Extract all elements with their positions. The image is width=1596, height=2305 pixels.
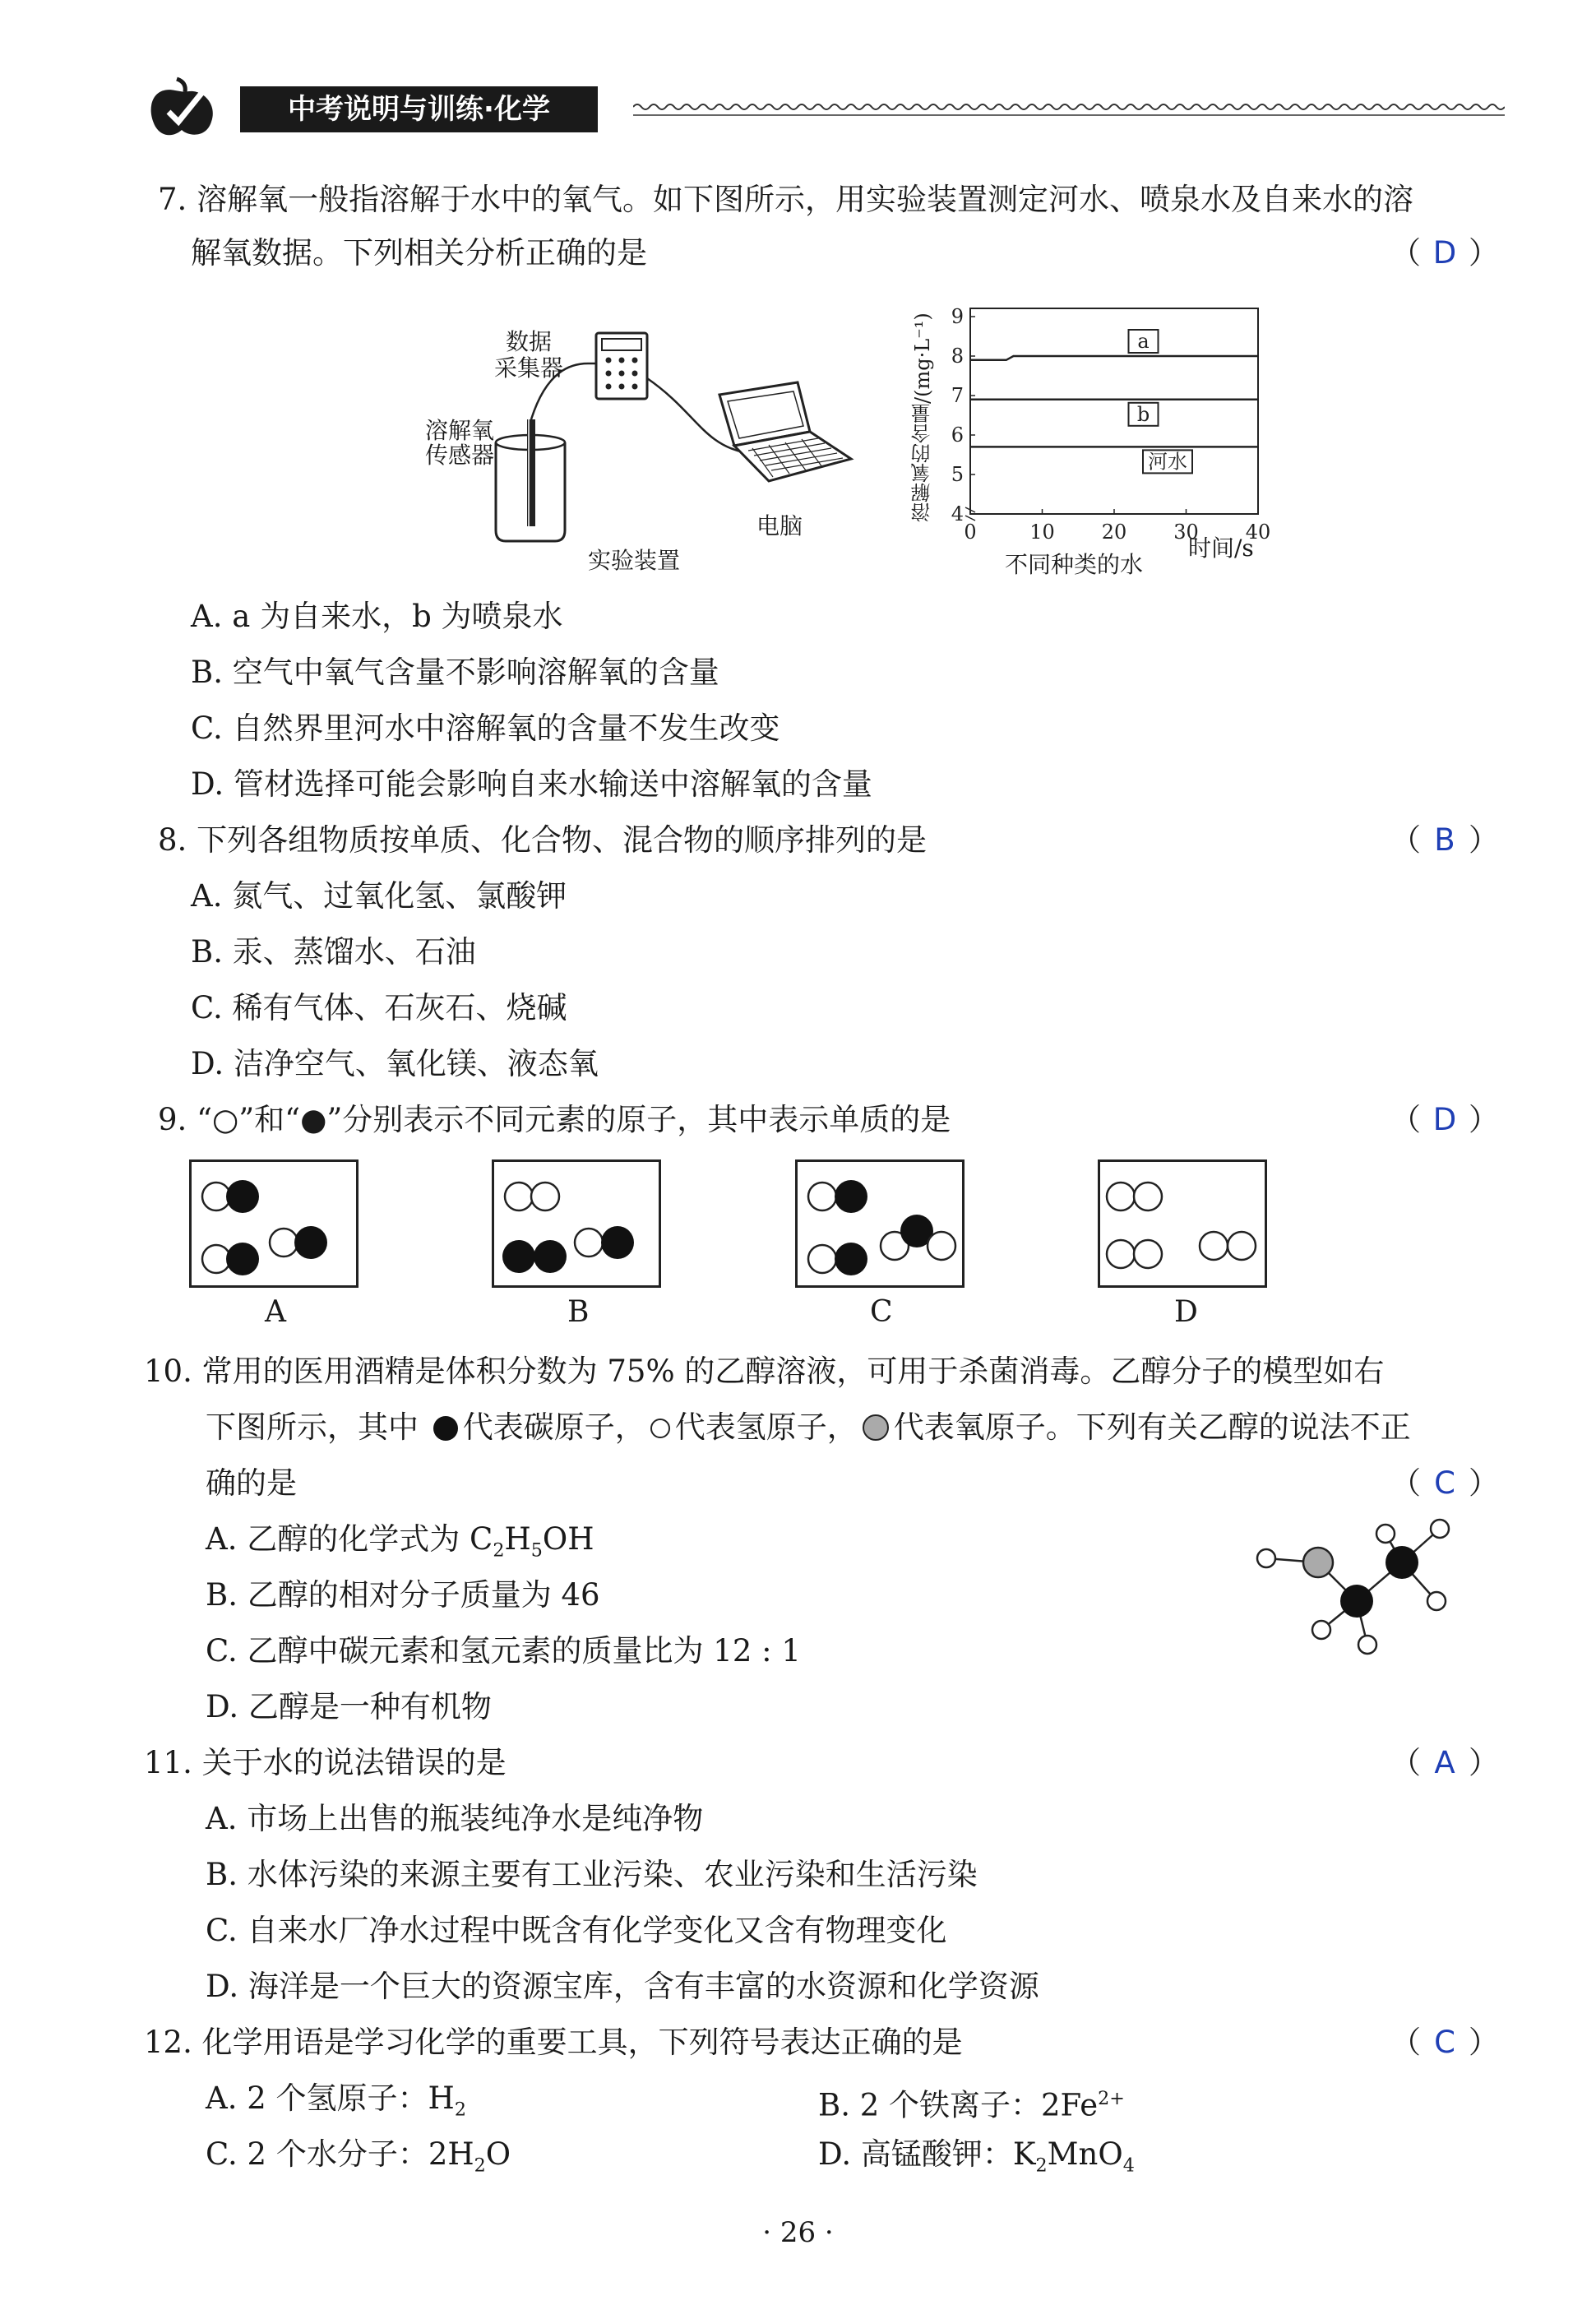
q11-option-b: B. 水体污染的来源主要有工业污染、农业污染和生活污染 bbox=[206, 1857, 978, 1892]
q10-line2-b: 代表碳原子， bbox=[462, 1409, 645, 1445]
ethanol-model bbox=[1246, 1509, 1468, 1661]
q10-a-suffix: OH bbox=[542, 1521, 594, 1557]
chart-ytick-label-4: 8 bbox=[951, 345, 964, 368]
q9-box-a-molecules bbox=[192, 1162, 356, 1285]
q8-option-a: A. 氮气、过氧化氢、氯酸钾 bbox=[191, 878, 567, 914]
computer-label: 电脑 bbox=[756, 512, 803, 539]
chart-series-label-1: b bbox=[1136, 402, 1150, 426]
header-logo bbox=[144, 76, 226, 141]
q12-option-d bbox=[818, 2134, 1135, 2186]
q7-apparatus-figure bbox=[423, 321, 884, 576]
chart-series-label-0: a bbox=[1137, 330, 1150, 353]
collector-label-1: 数据 bbox=[506, 328, 553, 355]
q7-stem-line2: 解氧数据。下列相关分析正确的是 bbox=[191, 235, 647, 271]
q7-option-b: B. 空气中氧气含量不影响溶解氧的含量 bbox=[191, 655, 719, 690]
q10-line2-a: 下图所示，其中 bbox=[206, 1409, 419, 1445]
chart-series-label-2: 河水 bbox=[1148, 450, 1187, 474]
chart-xtick-label-2: 20 bbox=[1101, 521, 1127, 544]
q9-answer-letter: D bbox=[1432, 1102, 1457, 1137]
q12-d-sub2: 4 bbox=[1122, 2155, 1135, 2177]
q9-label-d: D bbox=[1174, 1295, 1198, 1329]
q10-a-sub2: 5 bbox=[530, 1539, 543, 1562]
chart-caption: 不同种类的水 bbox=[1005, 551, 1144, 578]
q12-c-prefix: C. 2 个水分子：2H bbox=[206, 2136, 474, 2172]
chart-xtick-label-3: 30 bbox=[1173, 521, 1199, 544]
oxygen-atom-icon bbox=[863, 1414, 889, 1441]
hydrogen-atom-icon bbox=[650, 1419, 670, 1438]
q9-box-b bbox=[492, 1159, 661, 1288]
q7-option-a: A. a 为自来水，b 为喷泉水 bbox=[191, 599, 563, 634]
header-title: 中考说明与训练·化学 bbox=[240, 86, 598, 132]
q10-option-c: C. 乙醇中碳元素和氢元素的质量比为 12 : 1 bbox=[206, 1633, 801, 1669]
q12-d-mid: MnO bbox=[1047, 2136, 1123, 2172]
chart-xlabel: 时间/s bbox=[1188, 535, 1254, 562]
q10-answer-letter: C bbox=[1434, 1465, 1455, 1501]
q12-a-sub: 2 bbox=[454, 2099, 466, 2121]
chart-ytick-label-3: 7 bbox=[951, 384, 964, 407]
chart-series-line-0 bbox=[970, 356, 1258, 360]
q10-option-d: D. 乙醇是一种有机物 bbox=[206, 1689, 492, 1724]
q10-a-mid: H bbox=[504, 1521, 531, 1557]
q12-option-a bbox=[206, 2078, 466, 2130]
q11-option-a: A. 市场上出售的瓶装纯净水是纯净物 bbox=[206, 1801, 704, 1836]
q12-option-c bbox=[206, 2134, 511, 2186]
q12-b-sup: 2+ bbox=[1098, 2088, 1125, 2109]
q11-answer: （ A ） bbox=[1390, 1743, 1499, 1784]
q9-label-a: A bbox=[265, 1295, 286, 1329]
q10-stem-line1: 10. 常用的医用酒精是体积分数为 75% 的乙醇溶液，可用于杀菌消毒。乙醇分子的模型如右 bbox=[144, 1354, 1385, 1389]
q7-chart bbox=[913, 300, 1283, 580]
chart-ylabel-text: 溶解氧的含量/(mg·L⁻¹) bbox=[911, 312, 934, 522]
q8-option-c: C. 稀有气体、石灰石、烧碱 bbox=[191, 990, 567, 1025]
chart-xtick-label-4: 40 bbox=[1245, 521, 1271, 544]
q9-box-b-molecules bbox=[494, 1162, 659, 1285]
q7-answer: （ D ） bbox=[1390, 233, 1499, 274]
q12-a-prefix: A. 2 个氢原子：H bbox=[206, 2081, 455, 2116]
q9-label-c: C bbox=[870, 1295, 893, 1329]
sensor-label-1: 溶解氧 bbox=[425, 417, 495, 444]
carbon-atom-icon bbox=[433, 1416, 458, 1441]
q7-stem-line1: 7. 溶解氧一般指溶解于水中的氧气。如下图所示，用实验装置测定河水、喷泉水及自来水的溶 bbox=[158, 182, 1414, 217]
q8-option-d: D. 洁净空气、氧化镁、液态氧 bbox=[191, 1046, 599, 1081]
q9-label-b: B bbox=[567, 1295, 590, 1329]
q10-answer: （ C ） bbox=[1390, 1463, 1499, 1504]
chart-xtick-label-0: 0 bbox=[964, 521, 977, 544]
q10-stem-line3: 确的是 bbox=[206, 1465, 297, 1501]
q9-box-d-molecules bbox=[1100, 1162, 1265, 1285]
q8-option-b: B. 汞、蒸馏水、石油 bbox=[191, 934, 476, 970]
ethanol-model-drawing bbox=[1246, 1509, 1468, 1661]
q7-answer-letter: D bbox=[1432, 235, 1457, 271]
q10-option-a bbox=[206, 1519, 594, 1571]
q10-a-prefix: A. 乙醇的化学式为 C bbox=[206, 1521, 493, 1557]
page-number: · 26 · bbox=[762, 2216, 834, 2249]
q12-d-prefix: D. 高锰酸钾：K bbox=[818, 2136, 1036, 2172]
q11-option-c: C. 自来水厂净水过程中既含有化学变化又含有物理变化 bbox=[206, 1913, 947, 1948]
q10-a-sub1: 2 bbox=[493, 1539, 505, 1562]
q8-answer: （ B ） bbox=[1390, 820, 1499, 861]
chart-ylabel bbox=[911, 300, 936, 539]
q12-answer-letter: C bbox=[1434, 2025, 1455, 2060]
q7-option-c: C. 自然界里河水中溶解氧的含量不发生改变 bbox=[191, 710, 780, 746]
q12-stem: 12. 化学用语是学习化学的重要工具，下列符号表达正确的是 bbox=[144, 2025, 963, 2060]
q7-option-d: D. 管材选择可能会影响自来水输送中溶解氧的含量 bbox=[191, 766, 872, 802]
q10-stem-line2 bbox=[206, 1407, 1411, 1448]
q9-box-d bbox=[1098, 1159, 1267, 1288]
chart-xtick-label-1: 10 bbox=[1029, 521, 1055, 544]
q9-box-c-molecules bbox=[798, 1162, 962, 1285]
q9-stem: 9. “○”和“●”分别表示不同元素的原子，其中表示单质的是 bbox=[158, 1102, 951, 1137]
chart-ytick-label-1: 5 bbox=[951, 463, 964, 486]
q11-answer-letter: A bbox=[1434, 1745, 1455, 1780]
q9-box-a bbox=[189, 1159, 359, 1288]
q12-d-sub1: 2 bbox=[1035, 2155, 1048, 2177]
chart-ytick-label-0: 4 bbox=[951, 502, 964, 525]
q10-line2-c: 代表氢原子， bbox=[674, 1409, 858, 1445]
q12-option-b bbox=[818, 2078, 1125, 2126]
q12-answer: （ C ） bbox=[1390, 2022, 1499, 2063]
collector-label-2: 采集器 bbox=[494, 354, 564, 382]
q12-b-prefix: B. 2 个铁离子：2Fe bbox=[818, 2087, 1099, 2123]
q12-c-sub: 2 bbox=[474, 2155, 486, 2177]
q10-line2-d: 代表氧原子。下列有关乙醇的说法不正 bbox=[893, 1409, 1411, 1445]
q9-answer: （ D ） bbox=[1390, 1099, 1499, 1141]
q9-box-c bbox=[795, 1159, 965, 1288]
q8-answer-letter: B bbox=[1434, 822, 1455, 858]
q10-option-b: B. 乙醇的相对分子质量为 46 bbox=[206, 1577, 600, 1613]
header-wavy-rule bbox=[633, 97, 1505, 122]
chart-ytick-label-5: 9 bbox=[951, 305, 964, 328]
q11-stem: 11. 关于水的说法错误的是 bbox=[144, 1745, 507, 1780]
chart-plot-frame bbox=[970, 308, 1258, 514]
sensor-label-2: 传感器 bbox=[425, 442, 495, 469]
chart-ytick-label-2: 6 bbox=[951, 424, 964, 447]
q12-c-suffix: O bbox=[485, 2136, 511, 2172]
apparatus-caption: 实验装置 bbox=[588, 547, 681, 574]
q11-option-d: D. 海洋是一个巨大的资源宝库，含有丰富的水资源和化学资源 bbox=[206, 1969, 1039, 2004]
q8-stem: 8. 下列各组物质按单质、化合物、混合物的顺序排列的是 bbox=[158, 822, 928, 858]
